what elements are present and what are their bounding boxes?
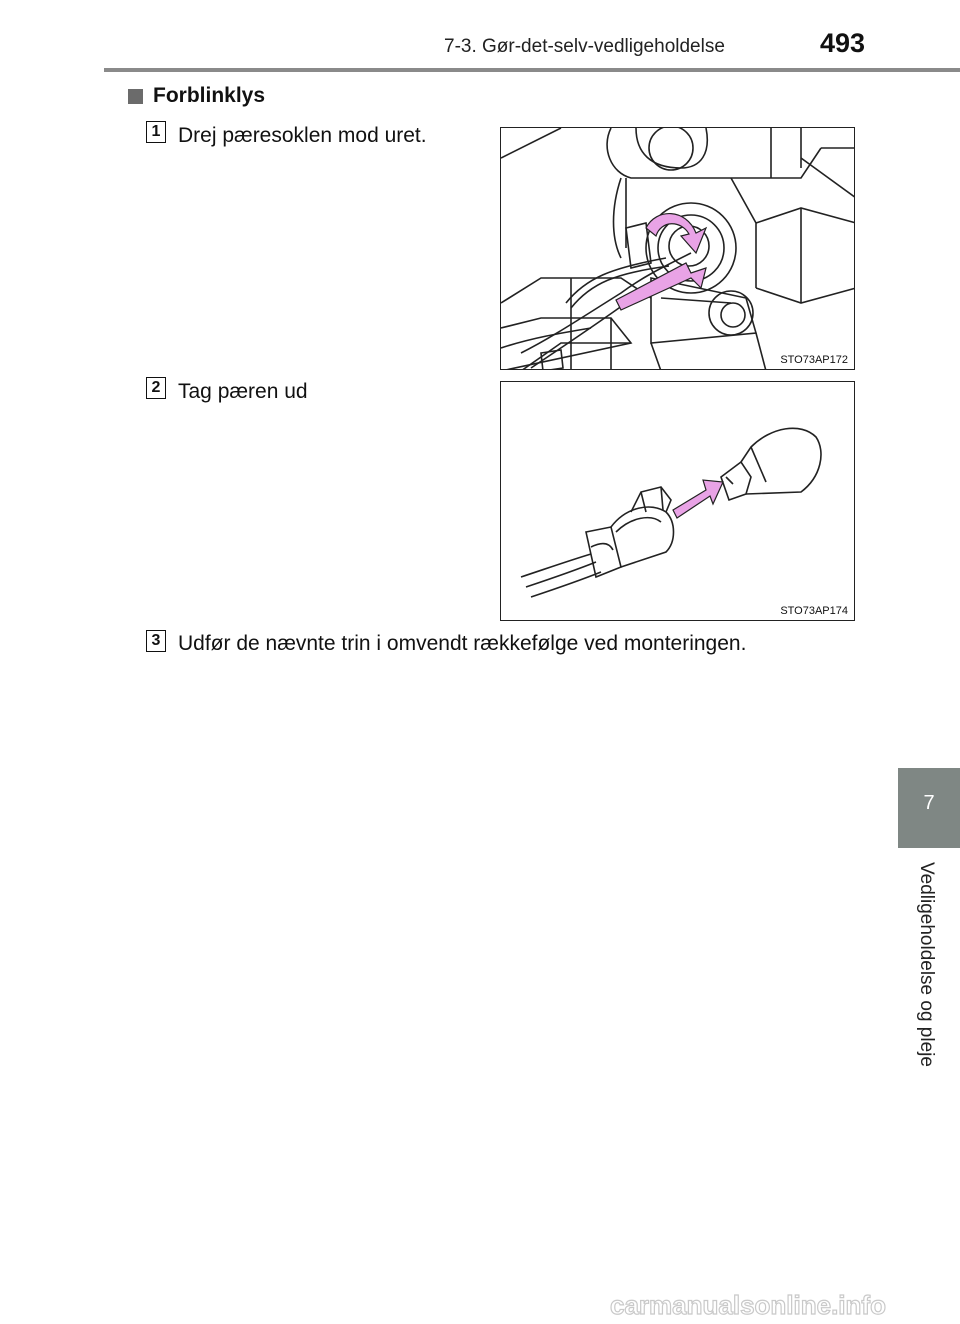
- step-3-badge: 3: [146, 630, 166, 652]
- chapter-tab: [898, 768, 960, 848]
- step-1-text: Drej pæresoklen mod uret.: [178, 124, 427, 147]
- step-2-text: Tag pæren ud: [178, 380, 308, 403]
- figure-1-code: STO73AP172: [780, 354, 848, 366]
- step-1-badge: 1: [146, 121, 166, 143]
- section-bullet-icon: [128, 89, 143, 104]
- step-2-badge: 2: [146, 377, 166, 399]
- figure-bulb-socket-rotation: [500, 127, 855, 370]
- watermark-logo: [610, 1290, 954, 1320]
- chapter-number: 7: [923, 792, 935, 814]
- header-rule: [104, 68, 960, 72]
- svg-text:carmanualsonline.info: carmanualsonline.info: [610, 1290, 886, 1320]
- section-heading: [128, 84, 265, 108]
- figure-bulb-removal: [500, 381, 855, 621]
- step-3-text: Udfør de nævnte trin i omvendt rækkefølge ved monteringen.: [178, 632, 747, 655]
- page-number: 493: [820, 28, 866, 58]
- chapter-label: Vedligeholdelse og pleje: [916, 862, 937, 1067]
- section-heading-text: Forblinklys: [153, 84, 266, 107]
- running-header-title: 7-3. Gør-det-selv-vedligeholdelse: [444, 36, 725, 57]
- figure-2-code: STO73AP174: [780, 605, 848, 617]
- bulb-socket-rotation-illustration-icon: [501, 128, 855, 370]
- bulb-removal-illustration-icon: [501, 382, 855, 621]
